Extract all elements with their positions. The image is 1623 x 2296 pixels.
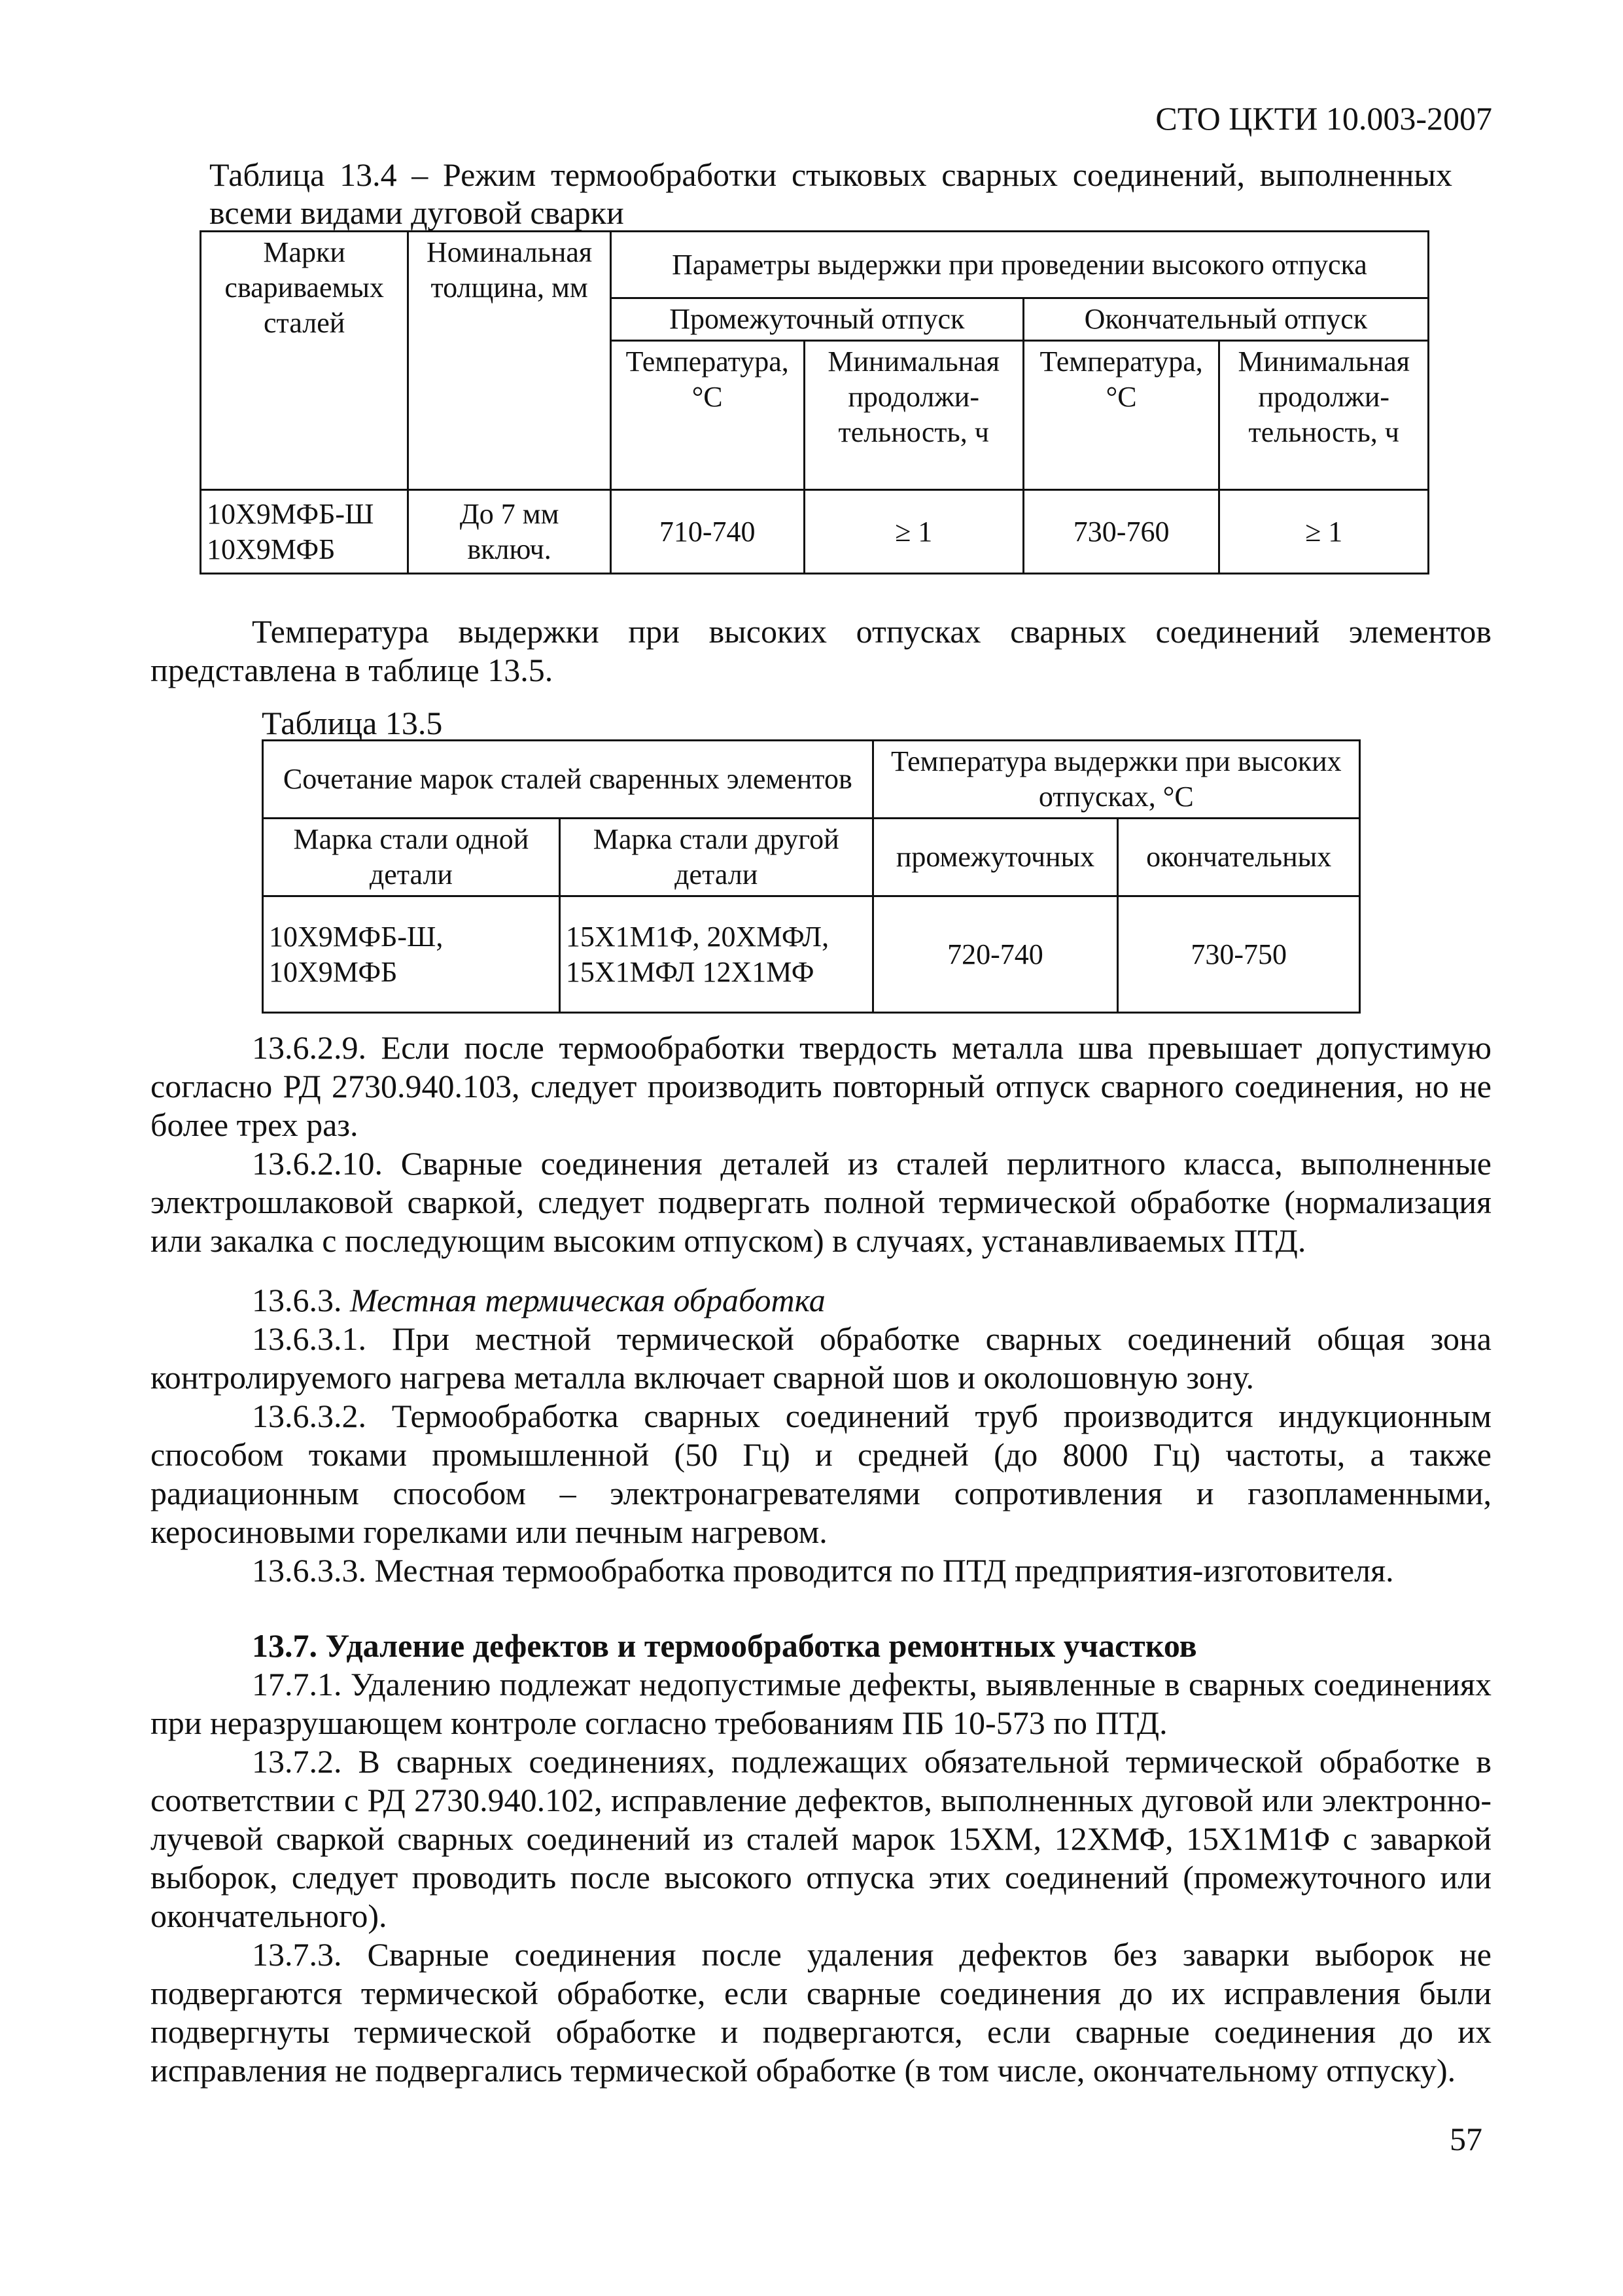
section-title: Местная термическая обработка — [350, 1282, 826, 1318]
header-grades: Марки свариваемых сталей — [201, 232, 408, 490]
table-13-4 — [200, 230, 1429, 574]
header-temp-2: Температура, °С — [1023, 341, 1219, 490]
page-number: 57 — [1450, 2121, 1482, 2157]
document-header: СТО ЦКТИ 10.003-2007 — [1155, 100, 1492, 137]
header-combo: Сочетание марок сталей сваренных элементов — [263, 741, 873, 819]
section-heading-13-7: 13.7. Удаление дефектов и термообработка ремонтных участков — [252, 1627, 1197, 1664]
header-temp-1: Температура, °С — [610, 341, 804, 490]
table-13-4-caption: Таблица 13.4 – Режим термообработки стыковых сварных соединений, выполненных всеми видами дуговой сварки — [209, 156, 1452, 231]
header-intermediate: промежуточных — [873, 819, 1118, 896]
paragraph-13-6-3-1: 13.6.3.1. При местной термической обработке сварных соединений общая зона контролируемого нагрева металла включает сварной шов и околошовную зону. — [150, 1320, 1492, 1396]
cell-intermediate: 720-740 — [873, 896, 1118, 1013]
header-temp: Температура выдержки при высоких отпусках, °С — [873, 741, 1359, 819]
header-other-part: Марка стали другой детали — [559, 819, 873, 896]
cell-temp-2: 730-760 — [1023, 490, 1219, 574]
paragraph-13-7-3: 13.7.3. Сварные соединения после удаления дефектов без заварки выборок не подвергаются термической обработке, если сварные соединения до их исправления были подвергнуты термической обработке и подвергаются, если сварные соединения до их исправления не подвергались термической обработке (в том числе, окончательному отпуску). — [150, 1936, 1492, 2089]
cell-thickness: До 7 мм включ. — [408, 490, 611, 574]
header-dur-2: Минимальная продолжи-тельность, ч — [1219, 341, 1429, 490]
paragraph-13-6-3-2: 13.6.3.2. Термообработка сварных соединений труб производится индукционным способом токами промышленной (50 Гц) и средней (до 8000 Гц) частоты, а также радиационным способом – электронагревателями сопротивления и газопламенными, керосиновыми горелками или печным нагревом. — [150, 1398, 1492, 1550]
header-final: Окончательный отпуск — [1023, 298, 1428, 341]
header-one-part: Марка стали одной детали — [263, 819, 560, 896]
cell-one-part: 10Х9МФБ-Ш, 10Х9МФБ — [263, 896, 560, 1013]
cell-dur-2: ≥ 1 — [1219, 490, 1429, 574]
header-final: окончательных — [1118, 819, 1360, 896]
paragraph-intro: Температура выдержки при высоких отпусках сварных соединений элементов представлена в таблице 13.5. — [150, 613, 1492, 688]
cell-temp-1: 710-740 — [610, 490, 804, 574]
section-number: 13.6.3. — [252, 1282, 342, 1318]
cell-other-part: 15Х1М1Ф, 20ХМФЛ, 15Х1МФЛ 12Х1МФ — [559, 896, 873, 1013]
header-dur-1: Минимальная продолжи-тельность, ч — [804, 341, 1023, 490]
paragraph-13-6-2-10: 13.6.2.10. Сварные соединения деталей из сталей перлитного класса, выполненные электрошлаковой сваркой, следует подвергать полной термической обработке (нормализация или закалка с последующим высоким отпуском) в случаях, устанавливаемых ПТД. — [150, 1145, 1492, 1259]
cell-dur-1: ≥ 1 — [804, 490, 1023, 574]
table-13-5-caption: Таблица 13.5 — [262, 705, 443, 741]
cell-final: 730-750 — [1118, 896, 1360, 1013]
paragraph-13-7-2: 13.7.2. В сварных соединениях, подлежащих обязательной термической обработке в соответствии с РД 2730.940.102, исправление дефектов, выполненных дуговой или электронно-лучевой сваркой сварных соединений из сталей марок 15ХМ, 12ХМФ, 15Х1М1Ф с заваркой выборок, следует проводить после высокого отпуска этих соединений (промежуточного или окончательного). — [150, 1743, 1492, 1934]
header-thickness: Номинальная толщина, мм — [408, 232, 611, 490]
cell-grades: 10Х9МФБ-Ш 10Х9МФБ — [201, 490, 408, 574]
paragraph-13-6-3 — [150, 1281, 1492, 1320]
paragraph-13-6-2-9: 13.6.2.9. Если после термообработки твердость металла шва превышает допустимую согласно РД 2730.940.103, следует производить повторный отпуск сварного соединения, но не более трех раз. — [150, 1029, 1492, 1143]
header-params: Параметры выдержки при проведении высокого отпуска — [610, 232, 1428, 298]
table-13-5 — [262, 739, 1361, 1014]
header-intermediate: Промежуточный отпуск — [610, 298, 1023, 341]
paragraph-17-7-1: 17.7.1. Удалению подлежат недопустимые дефекты, выявленные в сварных соединениях при неразрушающем контроле согласно требованиям ПБ 10-573 по ПТД. — [150, 1666, 1492, 1741]
paragraph-13-6-3-3: 13.6.3.3. Местная термообработка проводится по ПТД предприятия-изготовителя. — [252, 1552, 1394, 1589]
